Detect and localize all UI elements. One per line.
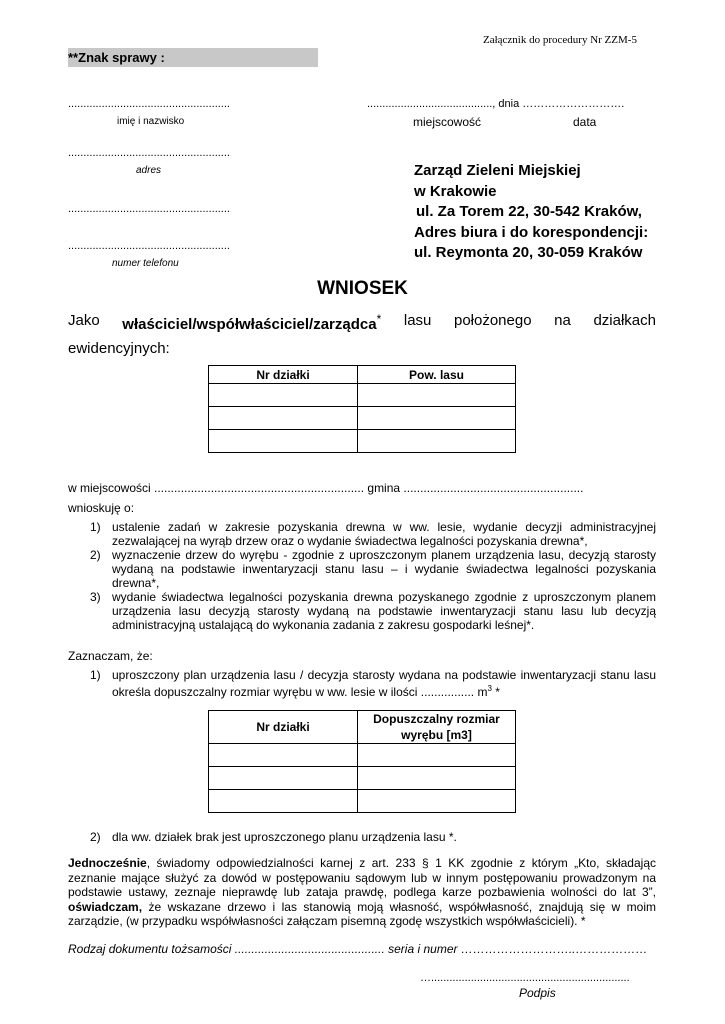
identity-field[interactable]: Rodzaj dokumentu tożsamości ............................................. seria i numer ………………………..………………: [68, 942, 648, 956]
case-number-label: Znak sprawy :: [78, 50, 165, 65]
recipient-address: [414, 161, 648, 264]
notes-list-2: [68, 830, 656, 844]
list-item: 1) ustalenie zadań w zakresie pozyskania drewna w ww. lesie, wydanie decyzji administracyjnej zezwalającej na wyrąb drzew oraz o wydanie świadectwa legalności pozyskania drewna*,: [90, 520, 656, 548]
table-cell[interactable]: [358, 790, 516, 813]
location-field[interactable]: w miejscowości ............................................................... gmina ......................................................: [68, 481, 584, 495]
date-label: data: [573, 115, 597, 129]
intro-line-2: ewidencyjnych:: [68, 340, 170, 357]
case-number-field[interactable]: [68, 48, 318, 67]
signature-label: Podpis: [519, 986, 556, 1000]
table-cell[interactable]: [358, 744, 516, 767]
notes-list: [68, 668, 656, 699]
recipient-line-1: Zarząd Zieleni Miejskiej: [414, 162, 581, 179]
name-label: imię i nazwisko: [117, 116, 185, 127]
intro-word-2: lasu: [403, 312, 432, 329]
felling-table: [208, 710, 516, 813]
table-cell[interactable]: [358, 430, 516, 453]
role-star: *: [376, 312, 382, 326]
recipient-line-5: ul. Reymonta 20, 30-059 Kraków: [414, 244, 643, 261]
area-col-header: Pow. lasu: [358, 366, 516, 384]
intro-word-1: Jako: [68, 312, 100, 329]
recipient-line-3: ul. Za Torem 22, 30-542 Kraków,: [416, 203, 642, 220]
address2-field[interactable]: .....................................................: [68, 203, 230, 215]
attachment-note: Załącznik do procedury Nr ZZM-5: [483, 34, 637, 46]
list-item: 2) wyznaczenie drzew do wyrębu - zgodnie z uproszczonym planem urządzenia lasu, decyzją starosty wydaną na podstawie inwentaryzacji stanu lasu – i wydanie świadectwa legalności pozyskania drewna*,: [90, 548, 656, 590]
table-cell[interactable]: [358, 767, 516, 790]
place-label: miejscowość: [413, 115, 482, 129]
recipient-line-4: Adres biura i do korespondencji:: [414, 223, 649, 241]
declaration-paragraph: Jednocześnie, świadomy odpowiedzialności karnej z art. 233 § 1 KK zgodnie z którym „Kto, składając zeznanie mające służyć za dowód w postępowaniu sądowym lub w innym postępowaniu prowadzonym na podstawie ustawy, zeznaje nieprawdę lub zataja prawdę, podlega karze pozbawienia wolności do lat 3”, oświadczam, że wskazane drzewo i las stanowią moją własność, współwłasność, znajdują się w moim zarządzie, (w przypadku współwłasności załączam pisemną zgodę wszystkich współwłaścicieli). *: [68, 856, 656, 928]
intro-word-3: położonego: [453, 312, 532, 329]
phone-label: numer telefonu: [112, 258, 179, 269]
parcel-table: [208, 365, 516, 453]
table-row: [209, 407, 516, 430]
table-cell[interactable]: [209, 430, 358, 453]
signature-field[interactable]: ….................................................................: [420, 972, 630, 984]
request-label: wnioskuję o:: [68, 501, 135, 515]
address-field[interactable]: .....................................................: [68, 147, 230, 159]
address-label: adres: [136, 165, 162, 176]
table-row: [209, 767, 516, 790]
table-cell[interactable]: [209, 744, 358, 767]
felling-limit-col-header: Dopuszczalny rozmiar wyrębu [m3]: [358, 711, 516, 744]
table-row: [209, 790, 516, 813]
table-row: [209, 430, 516, 453]
parcel-col-header: Nr działki: [209, 711, 358, 744]
case-number-stars: **: [68, 50, 79, 65]
notes-label: Zaznaczam, że:: [68, 649, 153, 663]
table-cell[interactable]: [358, 384, 516, 407]
request-list: [68, 520, 656, 632]
table-row: [209, 384, 516, 407]
table-cell[interactable]: [209, 767, 358, 790]
parcel-col-header: Nr działki: [209, 366, 358, 384]
name-field[interactable]: .....................................................: [68, 98, 230, 110]
list-item: 3) wydanie świadectwa legalności pozyskania drewna pozyskanego zgodnie z uproszczonym planem urządzenia lasu decyzją starosty wydaną na podstawie inwentaryzacji stanu lasu lub decyzją administracyjną ustalającą do wykonania zadania z zakresu gospodarki leśnej*.: [90, 590, 656, 632]
place-date-field[interactable]: ........................................., dnia ……………………….: [367, 98, 625, 110]
table-cell[interactable]: [209, 407, 358, 430]
intro-word-5: działkach: [593, 312, 656, 329]
document-title: WNIOSEK: [317, 278, 408, 299]
phone-field[interactable]: .....................................................: [68, 240, 230, 252]
list-item: 2) dla ww. działek brak jest uproszczonego planu urządzenia lasu *.: [90, 830, 457, 844]
owner-role: właściciel/współwłaściciel/zarządca*: [122, 312, 382, 333]
table-cell[interactable]: [209, 790, 358, 813]
table-row: [209, 744, 516, 767]
list-item: 1) uproszczony plan urządzenia lasu / decyzja starosty wydana na podstawie inwentaryzacji stanu lasu określa dopuszczalny rozmiar wyrębu w ww. lesie w ilości ................ $m^3$ *: [90, 668, 656, 699]
table-cell[interactable]: [209, 384, 358, 407]
recipient-line-2: w Krakowie: [414, 182, 497, 200]
intro-word-4: na: [554, 312, 571, 329]
table-cell[interactable]: [358, 407, 516, 430]
intro-line: [68, 312, 656, 333]
